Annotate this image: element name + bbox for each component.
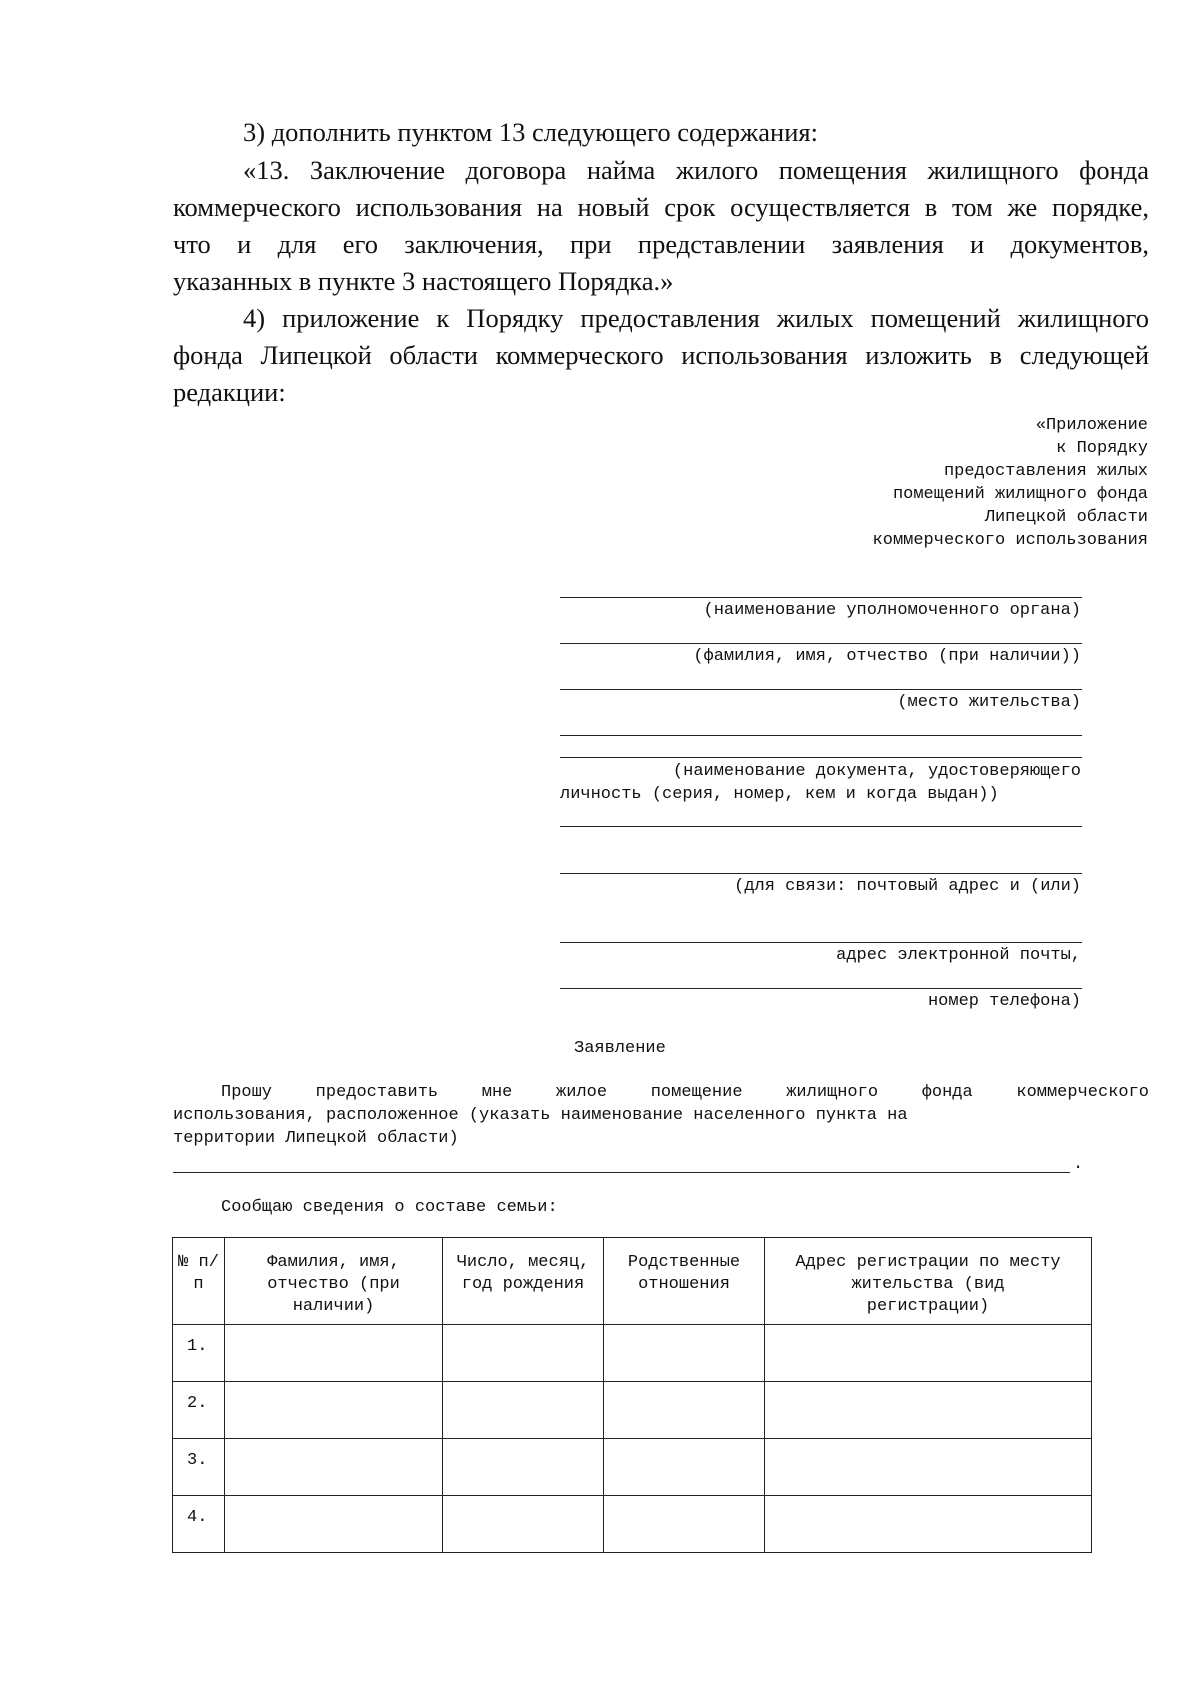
appendix-header-line: «Приложение <box>1035 416 1148 435</box>
header-relationship-label: Родственные отношения <box>627 1253 741 1294</box>
residence-blank[interactable] <box>560 689 1082 690</box>
appendix-header-line: предоставления жилых <box>943 462 1148 481</box>
id-document-blank-3[interactable] <box>560 826 1082 827</box>
header-number <box>173 1238 225 1325</box>
birth-date-cell[interactable] <box>443 1496 604 1553</box>
item13-line1: «13. Заключение договора найма жилого помещения жилищного фонда <box>243 155 1149 185</box>
statement-end-mark: . <box>1073 1155 1084 1174</box>
table-header-row <box>173 1238 1092 1325</box>
family-table <box>172 1237 1092 1553</box>
appendix-header-line: к Порядку <box>1056 439 1148 458</box>
full-name-caption: (фамилия, имя, отчество (при наличии)) <box>693 647 1081 666</box>
row-number: 3. <box>173 1439 225 1496</box>
full-name-cell[interactable] <box>225 1439 443 1496</box>
phone-blank[interactable] <box>560 988 1082 989</box>
statement-line3: территории Липецкой области) <box>173 1129 459 1148</box>
relationship-cell[interactable] <box>604 1439 765 1496</box>
full-name-cell[interactable] <box>225 1496 443 1553</box>
full-name-blank[interactable] <box>560 643 1082 644</box>
appendix-header-line: коммерческого использования <box>872 531 1148 550</box>
email-caption: адрес электронной почты, <box>836 946 1081 965</box>
row-number: 2. <box>173 1382 225 1439</box>
table-row <box>173 1382 1092 1439</box>
header-number-label: № п/п <box>178 1253 219 1294</box>
registration-address-cell[interactable] <box>765 1382 1092 1439</box>
relationship-cell[interactable] <box>604 1382 765 1439</box>
registration-address-cell[interactable] <box>765 1496 1092 1553</box>
item4-line2: фонда Липецкой области коммерческого использования изложить в следующей <box>173 340 1149 370</box>
email-blank[interactable] <box>560 942 1082 943</box>
phone-caption: номер телефона) <box>927 992 1081 1011</box>
full-name-cell[interactable] <box>225 1382 443 1439</box>
appendix-header-line: помещений жилищного фонда <box>892 485 1148 504</box>
settlement-blank[interactable] <box>173 1172 1070 1173</box>
header-relationship <box>604 1238 765 1325</box>
statement-title: Заявление <box>574 1039 666 1058</box>
item13-line2: коммерческого использования на новый срок осуществляется в том же порядке, <box>173 192 1149 222</box>
header-registration-address-label: Адрес регистрации по месту жительства (вид регистрации) <box>795 1253 1061 1316</box>
item13-line4: указанных в пункте 3 настоящего Порядка.» <box>173 266 674 296</box>
residence-caption: (место жительства) <box>897 693 1081 712</box>
table-row <box>173 1325 1092 1382</box>
table-row <box>173 1439 1092 1496</box>
header-birth-date <box>443 1238 604 1325</box>
statement-line1: Прошу предоставить мне жилое помещение жилищного фонда коммерческого <box>221 1083 1149 1102</box>
appendix-header-line: Липецкой области <box>984 508 1148 527</box>
id-document-blank-2[interactable] <box>560 757 1082 758</box>
header-birth-date-label: Число, месяц, год рождения <box>456 1253 590 1294</box>
relationship-cell[interactable] <box>604 1496 765 1553</box>
item3-intro: 3) дополнить пунктом 13 следующего содержания: <box>243 117 818 147</box>
id-document-caption: (наименование документа, удостоверяющего <box>672 762 1081 781</box>
birth-date-cell[interactable] <box>443 1439 604 1496</box>
item4-line1: 4) приложение к Порядку предоставления жилых помещений жилищного <box>243 303 1149 333</box>
contact-blank[interactable] <box>560 873 1082 874</box>
registration-address-cell[interactable] <box>765 1439 1092 1496</box>
table-row <box>173 1496 1092 1553</box>
authority-blank[interactable] <box>560 597 1082 598</box>
family-intro: Сообщаю сведения о составе семьи: <box>221 1198 558 1217</box>
row-number: 4. <box>173 1496 225 1553</box>
item13-line3: что и для его заключения, при представлении заявления и документов, <box>173 229 1149 259</box>
item4-line3: редакции: <box>173 377 286 407</box>
registration-address-cell[interactable] <box>765 1325 1092 1382</box>
header-full-name-label: Фамилия, имя, отчество (при наличии) <box>267 1253 400 1316</box>
birth-date-cell[interactable] <box>443 1382 604 1439</box>
relationship-cell[interactable] <box>604 1325 765 1382</box>
authority-caption: (наименование уполномоченного органа) <box>703 601 1081 620</box>
contact-caption: (для связи: почтовый адрес и (или) <box>734 877 1081 896</box>
id-document-caption-2: личность (серия, номер, кем и когда выдан)) <box>560 785 999 804</box>
statement-line2: использования, расположенное (указать наименование населенного пункта на <box>173 1106 908 1125</box>
row-number: 1. <box>173 1325 225 1382</box>
header-registration-address <box>765 1238 1092 1325</box>
full-name-cell[interactable] <box>225 1325 443 1382</box>
header-full-name <box>225 1238 443 1325</box>
id-document-blank[interactable] <box>560 735 1082 736</box>
birth-date-cell[interactable] <box>443 1325 604 1382</box>
